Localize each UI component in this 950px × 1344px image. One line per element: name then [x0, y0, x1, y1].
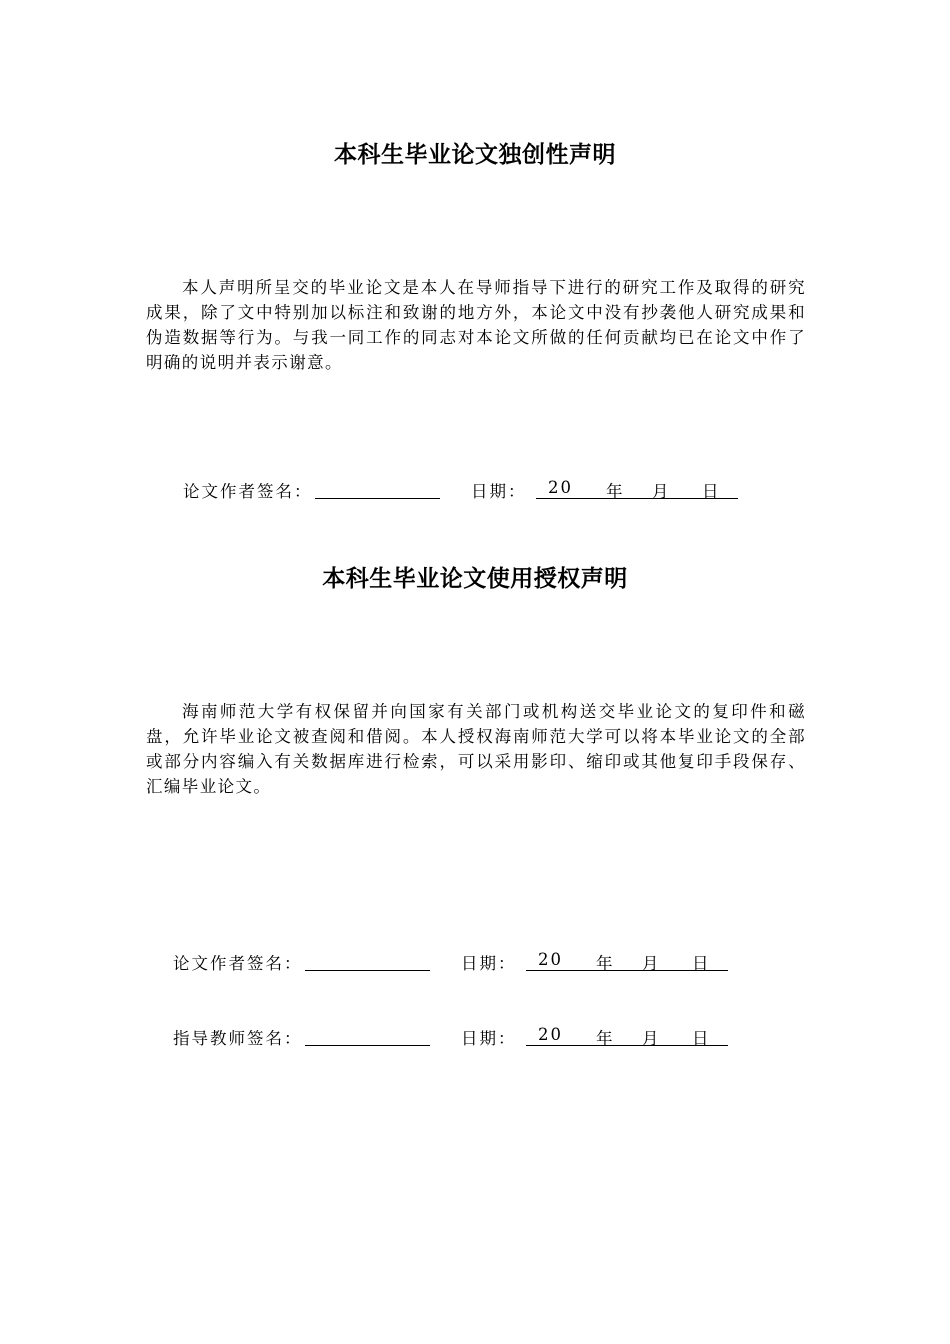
date-label: 日期：	[461, 954, 517, 973]
date-field[interactable]	[536, 478, 738, 499]
date-label: 日期：	[461, 1029, 517, 1048]
date-day-label: 日	[692, 954, 711, 973]
authorization-title: 本科生毕业论文使用授权声明	[322, 566, 628, 592]
author-signature-field[interactable]	[315, 478, 440, 499]
date-month-label: 月	[652, 482, 671, 501]
date-field[interactable]	[526, 1025, 728, 1046]
date-day-label: 日	[692, 1029, 711, 1048]
originality-body: 本人声明所呈交的毕业论文是本人在导师指导下进行的研究工作及取得的研究成果，除了文中特别加以标注和致谢的地方外，本论文中没有抄袭他人研究成果和伪造数据等行为。与我一同工作的同志对本论文所做的任何贡献均已在论文中作了明确的说明并表示谢意。	[146, 278, 806, 372]
date-label: 日期：	[471, 482, 527, 501]
date-year-label: 年	[596, 1029, 615, 1048]
originality-author-sign-row	[183, 478, 743, 502]
date-year-label: 年	[606, 482, 625, 501]
date-month-label: 月	[642, 954, 661, 973]
date-year-prefix: 20	[538, 1025, 563, 1044]
advisor-sign-label: 指导教师签名：	[173, 1029, 303, 1048]
date-field[interactable]	[526, 950, 728, 971]
originality-title: 本科生毕业论文独创性声明	[334, 142, 616, 168]
advisor-signature-field[interactable]	[305, 1025, 430, 1046]
authorization-advisor-sign-row	[173, 1025, 733, 1049]
authorization-author-sign-row	[173, 950, 733, 974]
author-sign-label: 论文作者签名：	[173, 954, 303, 973]
date-year-prefix: 20	[538, 950, 563, 969]
date-month-label: 月	[642, 1029, 661, 1048]
author-signature-field[interactable]	[305, 950, 430, 971]
date-year-prefix: 20	[548, 478, 573, 497]
author-sign-label: 论文作者签名：	[183, 482, 313, 501]
authorization-body: 海南师范大学有权保留并向国家有关部门或机构送交毕业论文的复印件和磁盘，允许毕业论文被查阅和借阅。本人授权海南师范大学可以将本毕业论文的全部或部分内容编入有关数据库进行检索，可以采用影印、缩印或其他复印手段保存、汇编毕业论文。	[146, 702, 806, 796]
date-day-label: 日	[702, 482, 721, 501]
date-year-label: 年	[596, 954, 615, 973]
